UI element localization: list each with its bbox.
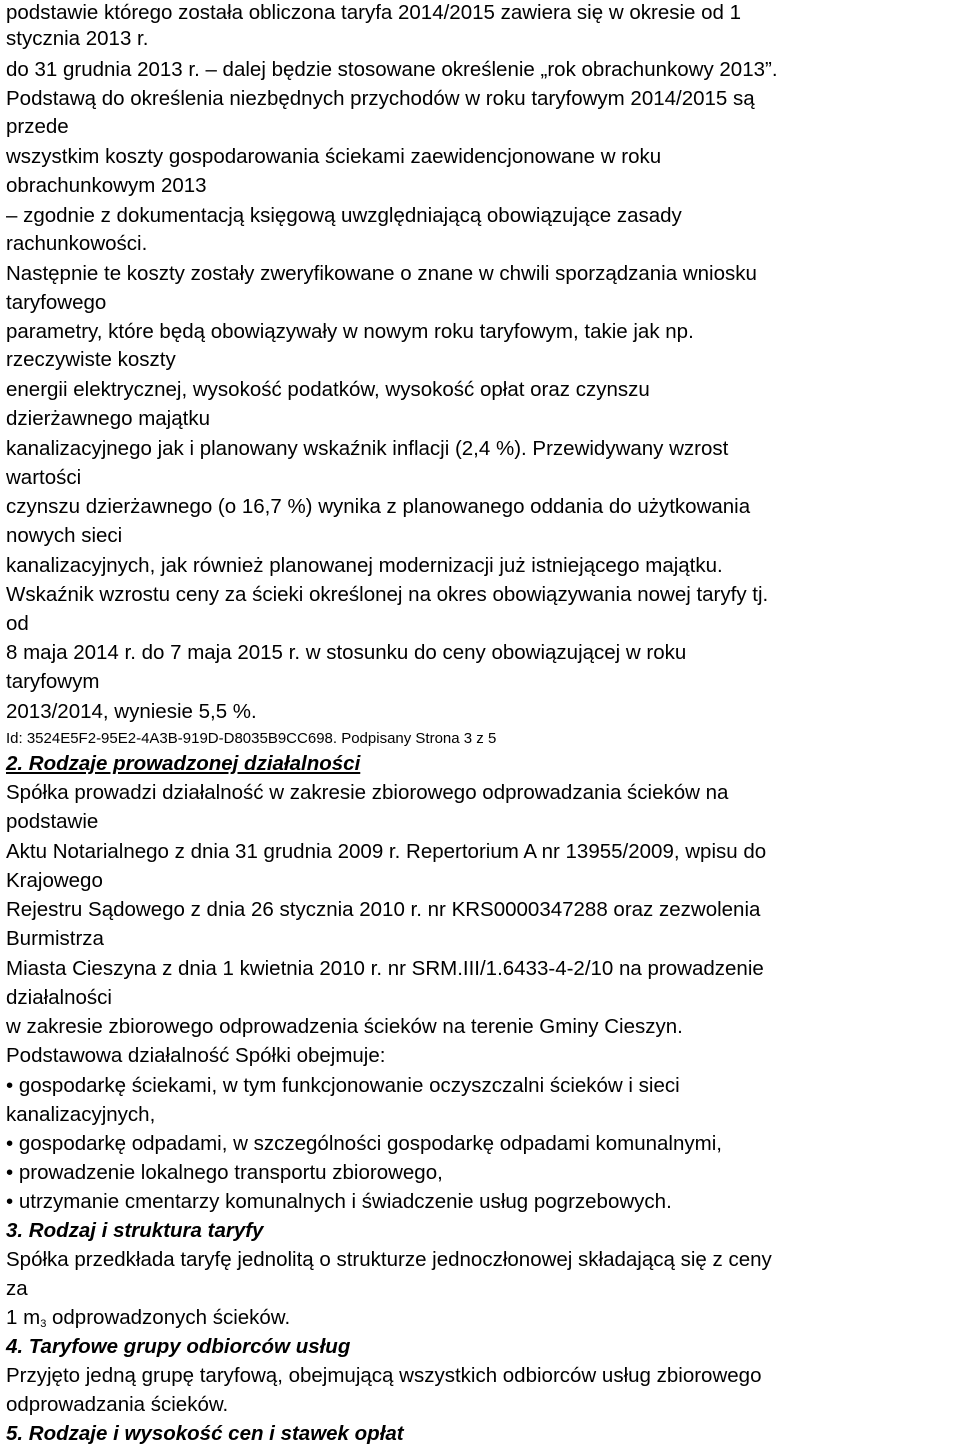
text-line: wartości bbox=[6, 466, 82, 489]
text-line: Spółka przedkłada taryfę jednolitą o strukturze jednoczłonowej składającą się z ceny bbox=[6, 1248, 772, 1271]
document-id-footer: Id: 3524E5F2-95E2-4A3B-919D-D8035B9CC698. Podpisany Strona 3 z 5 bbox=[6, 730, 497, 747]
text-line: kanalizacyjnych, jak również planowanej modernizacji już istniejącego majątku. bbox=[6, 554, 723, 577]
text-line: taryfowym bbox=[6, 670, 100, 693]
text-line: stycznia 2013 r. bbox=[6, 27, 149, 50]
text-line: działalności bbox=[6, 986, 112, 1009]
text-line: Spółka prowadzi działalność w zakresie zbiorowego odprowadzania ścieków na bbox=[6, 781, 729, 804]
text-line: za bbox=[6, 1277, 28, 1300]
text-line: Aktu Notarialnego z dnia 31 grudnia 2009 r. Repertorium A nr 13955/2009, wpisu do bbox=[6, 840, 767, 863]
section-heading: 5. Rodzaje i wysokość cen i stawek opłat bbox=[6, 1422, 404, 1445]
text-line: – zgodnie z dokumentacją księgową uwzględniającą obowiązujące zasady bbox=[6, 204, 682, 227]
section-heading: 4. Taryfowe grupy odbiorców usług bbox=[6, 1335, 351, 1358]
text-line: dzierżawnego majątku bbox=[6, 407, 210, 430]
text-line: do 31 grudnia 2013 r. – dalej będzie stosowane określenie „rok obrachunkowy 2013”. bbox=[6, 58, 778, 81]
text-line: Wskaźnik wzrostu ceny za ścieki określonej na okres obowiązywania nowej taryfy tj. bbox=[6, 583, 769, 606]
text-line: Przyjęto jedną grupę taryfową, obejmującą wszystkich odbiorców usług zbiorowego bbox=[6, 1364, 762, 1387]
text-line: kanalizacyjnego jak i planowany wskaźnik inflacji (2,4 %). Przewidywany wzrost bbox=[6, 437, 729, 460]
text-line: 8 maja 2014 r. do 7 maja 2015 r. w stosunku do ceny obowiązującej w roku bbox=[6, 641, 687, 664]
text-line: Miasta Cieszyna z dnia 1 kwietnia 2010 r. nr SRM.III/1.6433-4-2/10 na prowadzenie bbox=[6, 957, 764, 980]
text-line: rachunkowości. bbox=[6, 232, 148, 255]
text-line: Krajowego bbox=[6, 869, 103, 892]
text-line bbox=[6, 1305, 290, 1334]
unit-suffix: odprowadzonych ścieków. bbox=[46, 1306, 291, 1329]
text-line: przede bbox=[6, 115, 69, 138]
section-heading: 2. Rodzaje prowadzonej działalności bbox=[6, 752, 361, 775]
text-line: podstawie którego została obliczona taryfa 2014/2015 zawiera się w okresie od 1 bbox=[6, 1, 742, 24]
text-line: Podstawą do określenia niezbędnych przychodów w roku taryfowym 2014/2015 są bbox=[6, 87, 755, 110]
text-line: odprowadzania ścieków. bbox=[6, 1393, 229, 1416]
text-line: Następnie te koszty zostały zweryfikowane o znane w chwili sporządzania wniosku bbox=[6, 262, 757, 285]
text-line: w zakresie zbiorowego odprowadzenia ścieków na terenie Gminy Cieszyn. bbox=[6, 1015, 683, 1038]
section-heading: 3. Rodzaj i struktura taryfy bbox=[6, 1219, 264, 1242]
list-item: • prowadzenie lokalnego transportu zbiorowego, bbox=[6, 1161, 443, 1184]
text-line: Burmistrza bbox=[6, 927, 104, 950]
list-item: • gospodarkę odpadami, w szczególności gospodarkę odpadami komunalnymi, bbox=[6, 1132, 722, 1155]
text-line: wszystkim koszty gospodarowania ściekami zaewidencjonowane w roku bbox=[6, 145, 662, 168]
text-line: energii elektrycznej, wysokość podatków, wysokość opłat oraz czynszu bbox=[6, 378, 650, 401]
text-line: taryfowego bbox=[6, 291, 107, 314]
text-line: podstawie bbox=[6, 810, 99, 833]
text-line: kanalizacyjnych, bbox=[6, 1103, 156, 1126]
text-line: Rejestru Sądowego z dnia 26 stycznia 2010 r. nr KRS0000347288 oraz zezwolenia bbox=[6, 898, 761, 921]
list-item: • utrzymanie cmentarzy komunalnych i świadczenie usług pogrzebowych. bbox=[6, 1190, 672, 1213]
text-line: od bbox=[6, 612, 29, 635]
text-line: obrachunkowym 2013 bbox=[6, 174, 207, 197]
text-line: czynszu dzierżawnego (o 16,7 %) wynika z planowanego oddania do użytkowania bbox=[6, 495, 751, 518]
unit-prefix: 1 m bbox=[6, 1306, 41, 1329]
text-line: Podstawowa działalność Spółki obejmuje: bbox=[6, 1044, 386, 1067]
text-line: rzeczywiste koszty bbox=[6, 348, 176, 371]
text-line: parametry, które będą obowiązywały w nowym roku taryfowym, takie jak np. bbox=[6, 320, 694, 343]
text-line: nowych sieci bbox=[6, 524, 123, 547]
text-line: 2013/2014, wyniesie 5,5 %. bbox=[6, 700, 257, 723]
unit-subscript: 3 bbox=[40, 1318, 47, 1330]
list-item: • gospodarkę ściekami, w tym funkcjonowanie oczyszczalni ścieków i sieci bbox=[6, 1074, 680, 1097]
